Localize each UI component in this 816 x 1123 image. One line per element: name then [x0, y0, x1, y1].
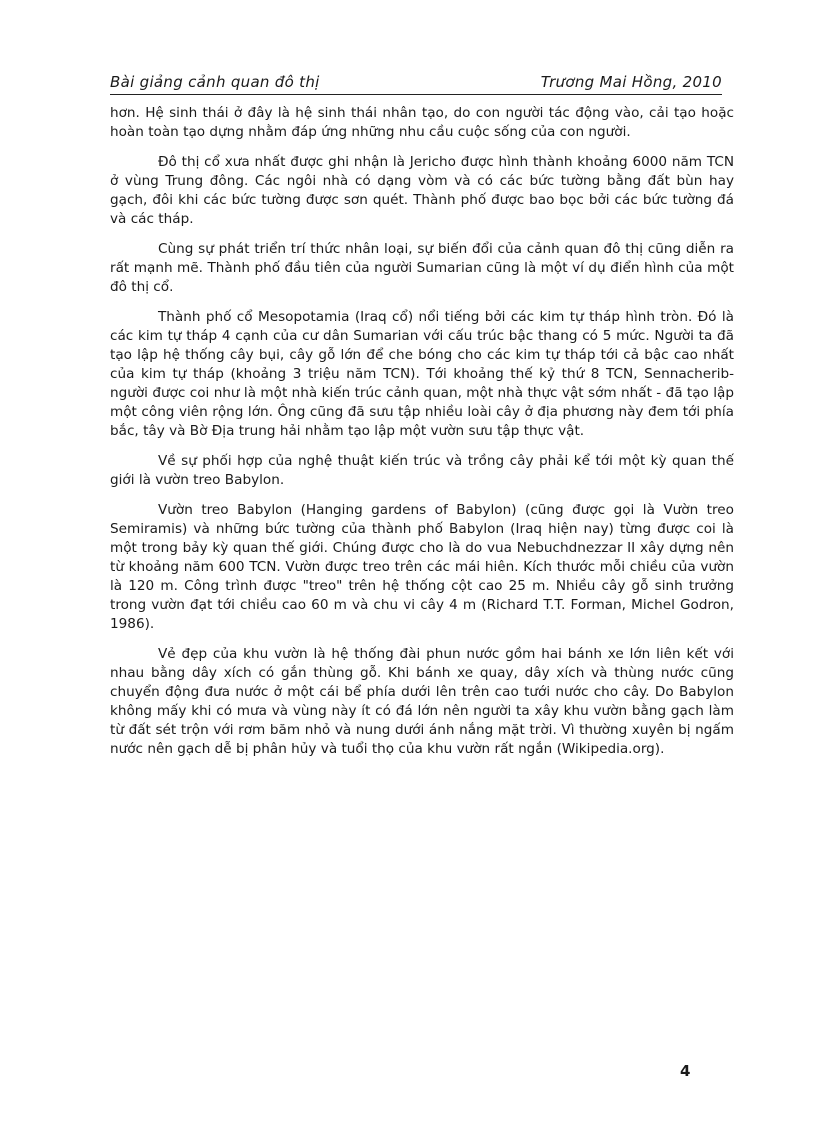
body-text: [110, 104, 734, 770]
page-header: [110, 72, 722, 95]
header-author-year: Trương Mai Hồng, 2010: [540, 73, 722, 91]
header-title: Bài giảng cảnh quan đô thị: [110, 73, 320, 91]
paragraph: Cùng sự phát triển trí thức nhân loại, sự biến đổi của cảnh quan đô thị cũng diễn ra rất mạnh mẽ. Thành phố đầu tiên của người Sumarian cũng là một ví dụ điển hình của một đô thị cổ.: [110, 241, 734, 295]
paragraph: Đô thị cổ xưa nhất được ghi nhận là Jericho được hình thành khoảng 6000 năm TCN ở vùng Trung đông. Các ngôi nhà có dạng vòm và có các bức tường bằng đất bùn hay gạch, đôi khi các bức tường được sơn quét. Thành phố được bao bọc bởi các bức tường đá và các tháp.: [110, 154, 734, 227]
paragraph: Thành phố cổ Mesopotamia (Iraq cổ) nổi tiếng bởi các kim tự tháp hình tròn. Đó là các kim tự tháp 4 cạnh của cư dân Sumarian với cấu trúc bậc thang có 5 mức. Người ta đã tạo lập hệ thống cây bụi, cây gỗ lớn để che bóng cho các kim tự tháp tới cả bậc cao nhất của kim tự tháp (khoảng 3 triệu năm TCN). Tới khoảng thế kỷ thứ 8 TCN, Sennacherib- người được coi như là một nhà kiến trúc cảnh quan, một nhà thực vật sớm nhất - đã tạo lập một công viên rộng lớn. Ông cũng đã sưu tập nhiều loài cây ở địa phương này đem tới phía bắc, tây và Bờ Địa trung hải nhằm tạo lập một vườn sưu tập thực vật.: [110, 309, 734, 439]
paragraph: Vẻ đẹp của khu vườn là hệ thống đài phun nước gồm hai bánh xe lớn liên kết với nhau bằng dây xích có gắn thùng gỗ. Khi bánh xe quay, dây xích và thùng nước cũng chuyển động đưa nước ở một cái bể phía dưới lên trên cao tưới nước cho cây. Do Babylon không mấy khi có mưa và vùng này ít có đá lớn nên người ta xây khu vườn bằng gạch làm từ đất sét trộn với rơm băm nhỏ và nung dưới ánh nắng mặt trời. Vì thường xuyên bị ngấm nước nên gạch dễ bị phân hủy và tuổi thọ của khu vườn rất ngắn (Wikipedia.org).: [110, 646, 734, 757]
paragraph: Về sự phối hợp của nghệ thuật kiến trúc và trồng cây phải kể tới một kỳ quan thế giới là vườn treo Babylon.: [110, 453, 734, 488]
paragraph: hơn. Hệ sinh thái ở đây là hệ sinh thái nhân tạo, do con người tác động vào, cải tạo hoặc hoàn toàn tạo dựng nhằm đáp ứng những nhu cầu cuộc sống của con người.: [110, 105, 734, 140]
page-number: 4: [680, 1062, 691, 1080]
paragraph: Vườn treo Babylon (Hanging gardens of Babylon) (cũng được gọi là Vườn treo Semiramis) và những bức tường của thành phố Babylon (Iraq hiện nay) từng được coi là một trong bảy kỳ quan thế giới. Chúng được cho là do vua Nebuchdnezzar II xây dựng nên từ khoảng năm 600 TCN. Vườn được treo trên các mái hiên. Kích thước mỗi chiều của vườn là 120 m. Công trình được "treo" trên hệ thống cột cao 25 m. Nhiều cây gỗ sinh trưởng trong vườn đạt tới chiều cao 60 m và chu vi cây 4 m (Richard T.T. Forman, Michel Godron, 1986).: [110, 502, 734, 632]
